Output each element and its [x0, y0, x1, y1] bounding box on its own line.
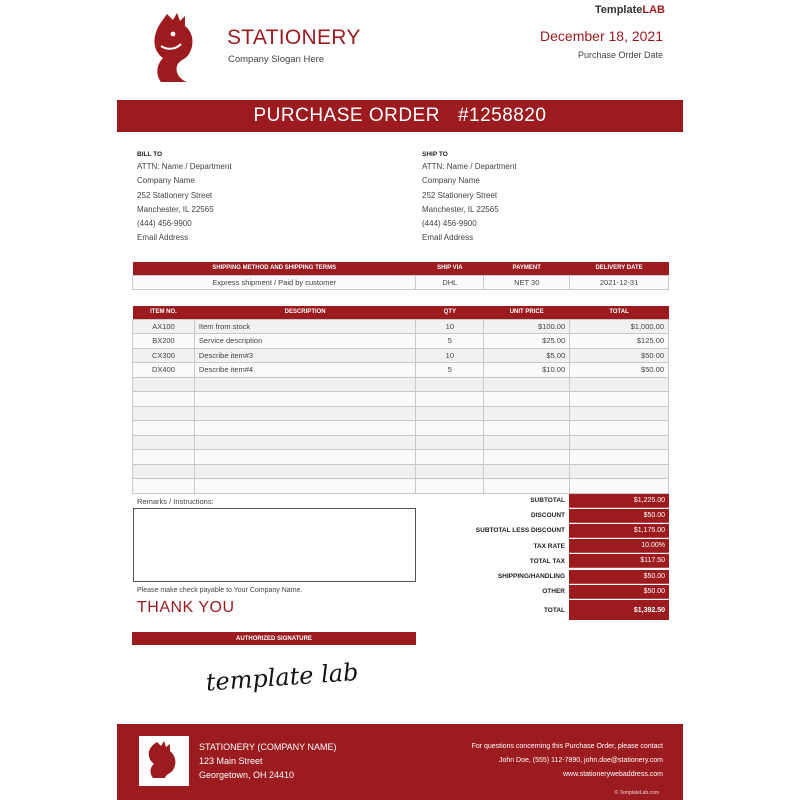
item-qty	[416, 406, 484, 421]
item-qty: 10	[416, 319, 484, 334]
table-row	[133, 319, 669, 334]
item-qty: 5	[416, 334, 484, 349]
po-title: PURCHASE ORDER	[253, 105, 440, 126]
item-unit-price	[484, 392, 570, 407]
item-total	[570, 421, 669, 436]
table-row	[133, 334, 669, 349]
horse-logo-icon	[147, 10, 203, 86]
item-no	[133, 392, 195, 407]
items-header-cell: TOTAL	[570, 306, 669, 319]
item-total: $125.00	[570, 334, 669, 349]
totals-label: DISCOUNT	[531, 512, 565, 520]
item-total: $50.00	[570, 363, 669, 378]
item-description: Describe item#3	[194, 348, 416, 363]
footer	[117, 724, 683, 800]
shipping-header-cell: PAYMENT	[484, 262, 570, 275]
item-description	[194, 421, 416, 436]
item-no	[133, 406, 195, 421]
table-row	[133, 377, 669, 392]
grand-total-label: TOTAL	[543, 606, 565, 614]
footer-company	[199, 740, 337, 782]
item-unit-price	[484, 479, 570, 494]
item-unit-price: $25.00	[484, 334, 570, 349]
purchase-order-sheet	[117, 0, 683, 800]
item-unit-price: $5.00	[484, 348, 570, 363]
table-row	[133, 421, 669, 436]
remarks-input[interactable]	[133, 508, 416, 582]
item-total: $1,000.00	[570, 319, 669, 334]
item-description	[194, 464, 416, 479]
payment-terms: NET 30	[484, 275, 570, 290]
item-total	[570, 464, 669, 479]
bill-to-line: Email Address	[137, 233, 189, 243]
item-total: $50.00	[570, 348, 669, 363]
signature-image	[202, 652, 360, 702]
totals-label: TAX RATE	[533, 542, 565, 550]
thank-you: THANK YOU	[137, 599, 235, 616]
totals-label: SUBTOTAL LESS DISCOUNT	[475, 527, 565, 535]
totals-value: $50.00	[569, 509, 669, 523]
item-qty	[416, 435, 484, 450]
totals-row	[417, 554, 669, 569]
item-unit-price	[484, 464, 570, 479]
item-total	[570, 450, 669, 465]
po-date-label: Purchase Order Date	[577, 50, 663, 60]
ship-to-line: (444) 456-9900	[422, 219, 477, 229]
shipping-header-cell: SHIP VIA	[416, 262, 484, 275]
items-header-row	[133, 306, 669, 319]
item-unit-price	[484, 450, 570, 465]
signature-text: template lab	[204, 657, 360, 697]
bill-to-line: Manchester, IL 22565	[137, 204, 214, 214]
ship-to-line: Email Address	[422, 233, 474, 243]
ship-to-line: Manchester, IL 22565	[422, 204, 499, 214]
totals-label: TOTAL TAX	[529, 557, 565, 565]
totals-label: SHIPPING/HANDLING	[497, 573, 565, 581]
item-description	[194, 406, 416, 421]
ship-to-block	[422, 150, 517, 246]
item-no	[133, 464, 195, 479]
footer-contact	[472, 740, 663, 782]
item-no	[133, 435, 195, 450]
totals-value: $1,225.00	[569, 494, 669, 508]
items-header-cell: UNIT PRICE	[484, 306, 570, 319]
authorized-signature-bar: AUTHORIZED SIGNATURE	[132, 632, 416, 645]
item-no: AX100	[133, 319, 195, 334]
delivery-date: 2021-12-31	[570, 275, 669, 290]
item-no	[133, 421, 195, 436]
item-description	[194, 479, 416, 494]
totals-value: $1,175.00	[569, 524, 669, 538]
grand-total-row	[417, 599, 669, 621]
items-header-cell: DESCRIPTION	[194, 306, 416, 319]
items-table	[132, 306, 669, 494]
totals-value: $50.00	[569, 570, 669, 584]
item-description: Item from stock	[194, 319, 416, 334]
table-row	[133, 348, 669, 363]
totals-row	[417, 523, 669, 538]
item-no	[133, 450, 195, 465]
totals-label: OTHER	[542, 588, 565, 596]
footer-website-link[interactable]: www.stationerywebaddress.com	[563, 771, 663, 778]
item-qty	[416, 479, 484, 494]
bill-to-heading: BILL TO	[137, 151, 163, 158]
items-header-cell: ITEM NO.	[133, 306, 195, 319]
item-unit-price	[484, 435, 570, 450]
item-unit-price	[484, 406, 570, 421]
company-slogan: Company Slogan Here	[228, 54, 325, 65]
company-name: STATIONERY	[227, 26, 361, 49]
po-title-bar	[117, 100, 683, 132]
footer-company-line: Georgetown, OH 24410	[199, 770, 295, 780]
item-description	[194, 377, 416, 392]
item-total	[570, 392, 669, 407]
item-no: DX400	[133, 363, 195, 378]
table-row	[133, 363, 669, 378]
ship-to-line: 252 Stationery Street	[422, 190, 498, 200]
shipping-header-cell: SHIPPING METHOD AND SHIPPING TERMS	[133, 262, 416, 275]
item-total	[570, 479, 669, 494]
grand-total-value: $1,392.50	[569, 600, 669, 620]
footer-copyright: © TemplateLab.com	[614, 790, 659, 796]
item-qty: 10	[416, 348, 484, 363]
ship-to-heading: SHIP TO	[422, 151, 448, 158]
totals-row	[417, 539, 669, 554]
totals-row	[417, 508, 669, 523]
ship-via: DHL	[416, 275, 484, 290]
item-qty	[416, 450, 484, 465]
item-qty	[416, 392, 484, 407]
item-description	[194, 392, 416, 407]
bill-to-line: ATTN: Name / Department	[137, 162, 232, 171]
totals-value: $117.50	[569, 554, 669, 568]
brand-lab: LAB	[642, 4, 665, 16]
po-date: December 18, 2021	[540, 28, 663, 44]
item-unit-price: $10.00	[484, 363, 570, 378]
item-qty: 5	[416, 363, 484, 378]
table-row	[133, 435, 669, 450]
totals-block	[417, 493, 669, 621]
item-no: BX200	[133, 334, 195, 349]
table-row	[133, 464, 669, 479]
shipping-row	[133, 275, 669, 290]
table-row	[133, 450, 669, 465]
totals-value: 10.00%	[569, 539, 669, 553]
shipping-method: Express shipment / Paid by customer	[133, 275, 416, 290]
item-no: CX300	[133, 348, 195, 363]
totals-value: $50.00	[569, 585, 669, 599]
item-description	[194, 450, 416, 465]
bill-to-block	[137, 150, 232, 246]
bill-to-line: 252 Stationery Street	[137, 190, 213, 200]
table-row	[133, 479, 669, 494]
table-row	[133, 406, 669, 421]
item-description	[194, 435, 416, 450]
item-unit-price	[484, 377, 570, 392]
item-total	[570, 406, 669, 421]
footer-contact-line: John Doe, (555) 112-7890, john.doe@stationery.com	[498, 757, 663, 764]
brand-template: Template	[594, 4, 643, 16]
payable-note: Please make check payable to Your Company Name.	[137, 587, 303, 594]
table-row	[133, 392, 669, 407]
item-unit-price	[484, 421, 570, 436]
item-qty	[416, 464, 484, 479]
shipping-table	[132, 262, 669, 290]
shipping-header-row	[133, 262, 669, 275]
ship-to-line: Company Name	[422, 176, 480, 186]
item-qty	[416, 377, 484, 392]
item-description: Describe item#4	[194, 363, 416, 378]
item-total	[570, 377, 669, 392]
item-unit-price: $100.00	[484, 319, 570, 334]
po-number: #1258820	[457, 105, 547, 126]
templatelab-brand	[595, 4, 665, 16]
footer-company-line: 123 Main Street	[199, 756, 263, 766]
totals-row	[417, 493, 669, 508]
totals-row	[417, 584, 669, 599]
footer-company-line: STATIONERY (COMPANY NAME)	[199, 742, 337, 752]
bill-to-line: (444) 456-9900	[137, 219, 192, 229]
footer-contact-line: For questions concerning this Purchase Order, please contact	[471, 743, 663, 750]
footer-logo-icon	[139, 736, 189, 786]
item-description: Service description	[194, 334, 416, 349]
bill-to-line: Company Name	[137, 176, 195, 186]
shipping-header-cell: DELIVERY DATE	[570, 262, 669, 275]
totals-row	[417, 569, 669, 584]
items-header-cell: QTY	[416, 306, 484, 319]
totals-label: SUBTOTAL	[530, 497, 565, 505]
item-total	[570, 435, 669, 450]
item-no	[133, 479, 195, 494]
item-qty	[416, 421, 484, 436]
item-no	[133, 377, 195, 392]
ship-to-line: ATTN: Name / Department	[422, 162, 517, 171]
remarks-label: Remarks / Instructions:	[137, 497, 214, 506]
